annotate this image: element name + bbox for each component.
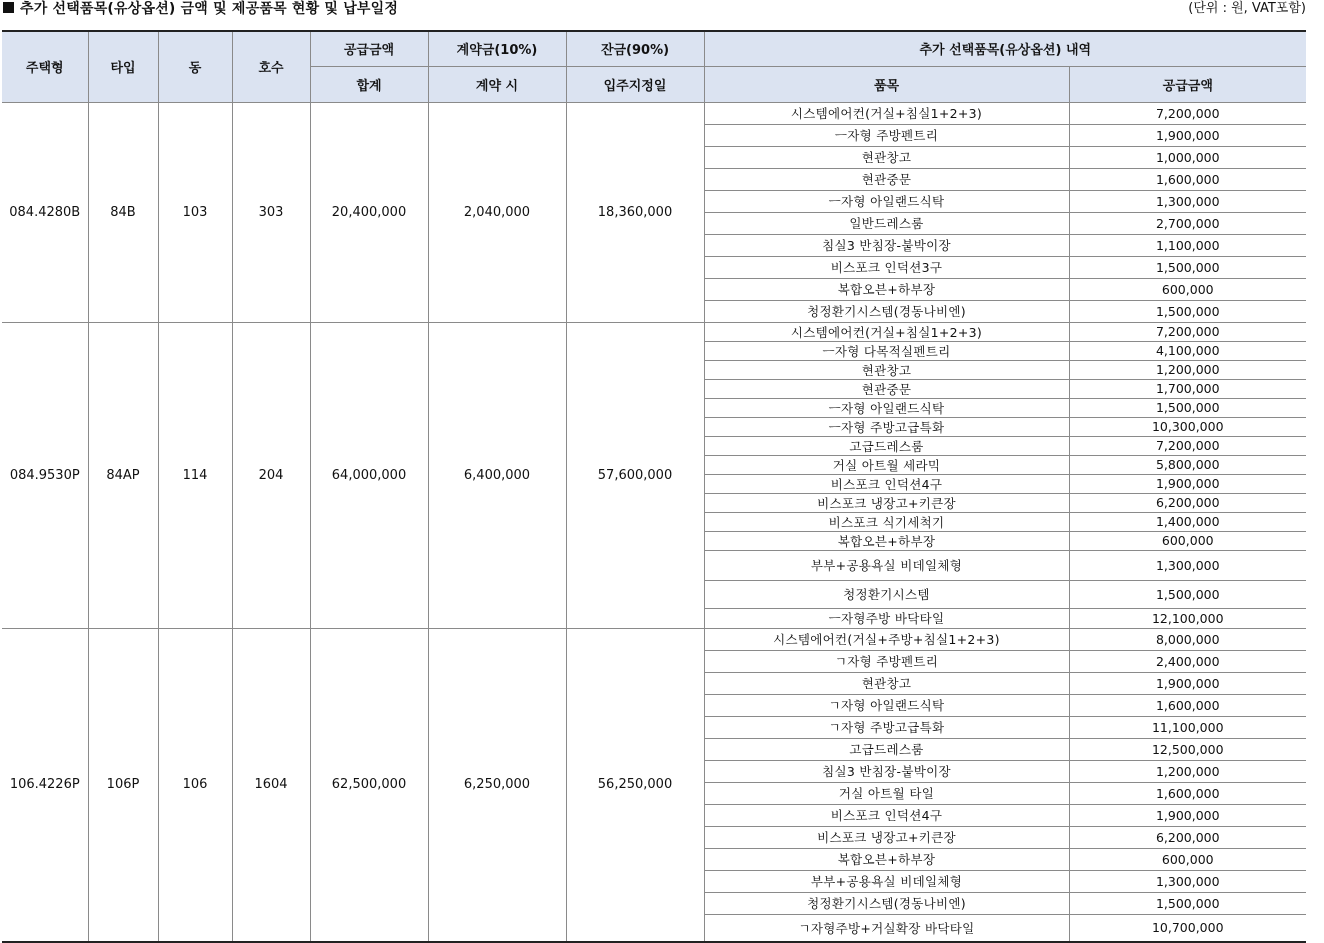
table-row: [2, 322, 1306, 341]
header-balance: 잔금(90%): [566, 31, 704, 66]
option-item-price: 8,000,000: [1069, 628, 1306, 650]
option-item-name: 부부+공용욕실 비데일체형: [704, 550, 1069, 580]
header-item: 품목: [704, 66, 1069, 102]
option-item-price: 7,200,000: [1069, 436, 1306, 455]
option-item-name: 비스포크 인덕션4구: [704, 804, 1069, 826]
option-item-price: 6,200,000: [1069, 493, 1306, 512]
option-item-name: ㄱ자형주방+거실확장 바닥타일: [704, 914, 1069, 942]
group-house-type: 084.9530P: [2, 322, 88, 628]
table-row: [2, 102, 1306, 124]
option-item-price: 7,200,000: [1069, 322, 1306, 341]
option-item-name: 청정환기시스템: [704, 580, 1069, 608]
option-item-name: 비스포크 인덕션4구: [704, 474, 1069, 493]
unit-note: (단위 : 원, VAT포함): [1188, 1, 1306, 16]
option-item-price: 1,900,000: [1069, 124, 1306, 146]
option-item-name: 현관중문: [704, 168, 1069, 190]
group-deposit: 2,040,000: [428, 102, 566, 322]
option-item-price: 10,700,000: [1069, 914, 1306, 942]
option-item-name: 시스템에어컨(거실+침실1+2+3): [704, 102, 1069, 124]
header-type: 타입: [88, 31, 158, 102]
option-item-name: ㄱ자형 아일랜드식탁: [704, 694, 1069, 716]
header-house-type: 주택형: [2, 31, 88, 102]
option-item-price: 1,900,000: [1069, 672, 1306, 694]
option-item-name: 현관창고: [704, 360, 1069, 379]
option-item-price: 12,100,000: [1069, 608, 1306, 628]
option-item-price: 1,500,000: [1069, 256, 1306, 278]
option-item-name: 비스포크 냉장고+키큰장: [704, 826, 1069, 848]
option-item-price: 2,400,000: [1069, 650, 1306, 672]
option-item-price: 1,700,000: [1069, 379, 1306, 398]
option-item-name: 고급드레스룸: [704, 436, 1069, 455]
header-dong: 동: [158, 31, 232, 102]
group-ho: 204: [232, 322, 310, 628]
option-item-name: 일반드레스룸: [704, 212, 1069, 234]
option-item-price: 4,100,000: [1069, 341, 1306, 360]
option-item-name: 복합오븐+하부장: [704, 278, 1069, 300]
option-item-name: 복합오븐+하부장: [704, 848, 1069, 870]
option-item-price: 1,900,000: [1069, 474, 1306, 493]
header-option-details: 추가 선택품목(유상옵션) 내역: [704, 31, 1306, 66]
option-item-name: ㄱ자형 주방펜트리: [704, 650, 1069, 672]
square-bullet-icon: [3, 2, 14, 13]
option-item-name: 침실3 반침장-붙박이장: [704, 234, 1069, 256]
option-item-name: 비스포크 인덕션3구: [704, 256, 1069, 278]
option-item-price: 1,100,000: [1069, 234, 1306, 256]
group-dong: 103: [158, 102, 232, 322]
option-item-name: ㅡ자형 아일랜드식탁: [704, 398, 1069, 417]
option-item-name: 거실 아트월 세라믹: [704, 455, 1069, 474]
option-item-name: 고급드레스룸: [704, 738, 1069, 760]
option-item-name: 현관창고: [704, 672, 1069, 694]
table-row: [2, 628, 1306, 650]
option-item-price: 6,200,000: [1069, 826, 1306, 848]
option-item-name: 청정환기시스템(경동나비엔): [704, 892, 1069, 914]
option-item-price: 1,200,000: [1069, 760, 1306, 782]
header-item-price: 공급금액: [1069, 66, 1306, 102]
option-item-price: 1,600,000: [1069, 782, 1306, 804]
option-item-price: 1,300,000: [1069, 190, 1306, 212]
group-dong: 114: [158, 322, 232, 628]
group-ho: 1604: [232, 628, 310, 942]
option-item-price: 1,200,000: [1069, 360, 1306, 379]
group-balance: 56,250,000: [566, 628, 704, 942]
group-type: 106P: [88, 628, 158, 942]
group-house-type: 084.4280B: [2, 102, 88, 322]
option-item-price: 1,300,000: [1069, 870, 1306, 892]
option-item-name: 현관창고: [704, 146, 1069, 168]
option-item-price: 1,300,000: [1069, 550, 1306, 580]
option-item-name: ㅡ자형주방 바닥타일: [704, 608, 1069, 628]
option-item-price: 600,000: [1069, 278, 1306, 300]
option-item-price: 1,900,000: [1069, 804, 1306, 826]
option-item-price: 5,800,000: [1069, 455, 1306, 474]
option-item-name: ㅡ자형 아일랜드식탁: [704, 190, 1069, 212]
option-item-name: 부부+공용욕실 비데일체형: [704, 870, 1069, 892]
group-total: 62,500,000: [310, 628, 428, 942]
group-total: 20,400,000: [310, 102, 428, 322]
option-item-price: 600,000: [1069, 848, 1306, 870]
group-house-type: 106.4226P: [2, 628, 88, 942]
header-at-contract: 계약 시: [428, 66, 566, 102]
group-total: 64,000,000: [310, 322, 428, 628]
page-title: [3, 0, 398, 22]
group-deposit: 6,400,000: [428, 322, 566, 628]
group-dong: 106: [158, 628, 232, 942]
header-supply-amount: 공급금액: [310, 31, 428, 66]
option-item-price: 1,500,000: [1069, 398, 1306, 417]
option-item-price: 12,500,000: [1069, 738, 1306, 760]
group-balance: 57,600,000: [566, 322, 704, 628]
option-item-price: 1,500,000: [1069, 892, 1306, 914]
group-deposit: 6,250,000: [428, 628, 566, 942]
option-item-price: 7,200,000: [1069, 102, 1306, 124]
option-item-price: 1,500,000: [1069, 580, 1306, 608]
option-item-price: 2,700,000: [1069, 212, 1306, 234]
option-item-name: ㅡ자형 다목적실펜트리: [704, 341, 1069, 360]
option-item-name: 복합오븐+하부장: [704, 531, 1069, 550]
option-item-name: 시스템에어컨(거실+침실1+2+3): [704, 322, 1069, 341]
option-item-name: 청정환기시스템(경동나비엔): [704, 300, 1069, 322]
group-ho: 303: [232, 102, 310, 322]
option-table: [2, 30, 1306, 943]
header-ho: 호수: [232, 31, 310, 102]
header-move-in-date: 입주지정일: [566, 66, 704, 102]
option-item-name: ㅡ자형 주방펜트리: [704, 124, 1069, 146]
table-body: [2, 102, 1306, 942]
group-type: 84B: [88, 102, 158, 322]
page-title-text: 추가 선택품목(유상옵션) 금액 및 제공품목 현황 및 납부일정: [20, 1, 399, 17]
option-item-price: 1,500,000: [1069, 300, 1306, 322]
option-item-price: 1,600,000: [1069, 694, 1306, 716]
option-item-price: 1,600,000: [1069, 168, 1306, 190]
header-total: 합계: [310, 66, 428, 102]
option-item-name: 비스포크 냉장고+키큰장: [704, 493, 1069, 512]
option-item-price: 10,300,000: [1069, 417, 1306, 436]
option-item-name: 침실3 반침장-붙박이장: [704, 760, 1069, 782]
option-item-name: ㄱ자형 주방고급특화: [704, 716, 1069, 738]
option-item-price: 1,000,000: [1069, 146, 1306, 168]
option-item-name: 시스템에어컨(거실+주방+침실1+2+3): [704, 628, 1069, 650]
option-item-name: ㅡ자형 주방고급특화: [704, 417, 1069, 436]
group-type: 84AP: [88, 322, 158, 628]
option-item-name: 현관중문: [704, 379, 1069, 398]
header-contract-deposit: 계약금(10%): [428, 31, 566, 66]
option-item-price: 1,400,000: [1069, 512, 1306, 531]
option-item-price: 600,000: [1069, 531, 1306, 550]
group-balance: 18,360,000: [566, 102, 704, 322]
option-item-name: 거실 아트월 타일: [704, 782, 1069, 804]
option-item-name: 비스포크 식기세척기: [704, 512, 1069, 531]
option-item-price: 11,100,000: [1069, 716, 1306, 738]
